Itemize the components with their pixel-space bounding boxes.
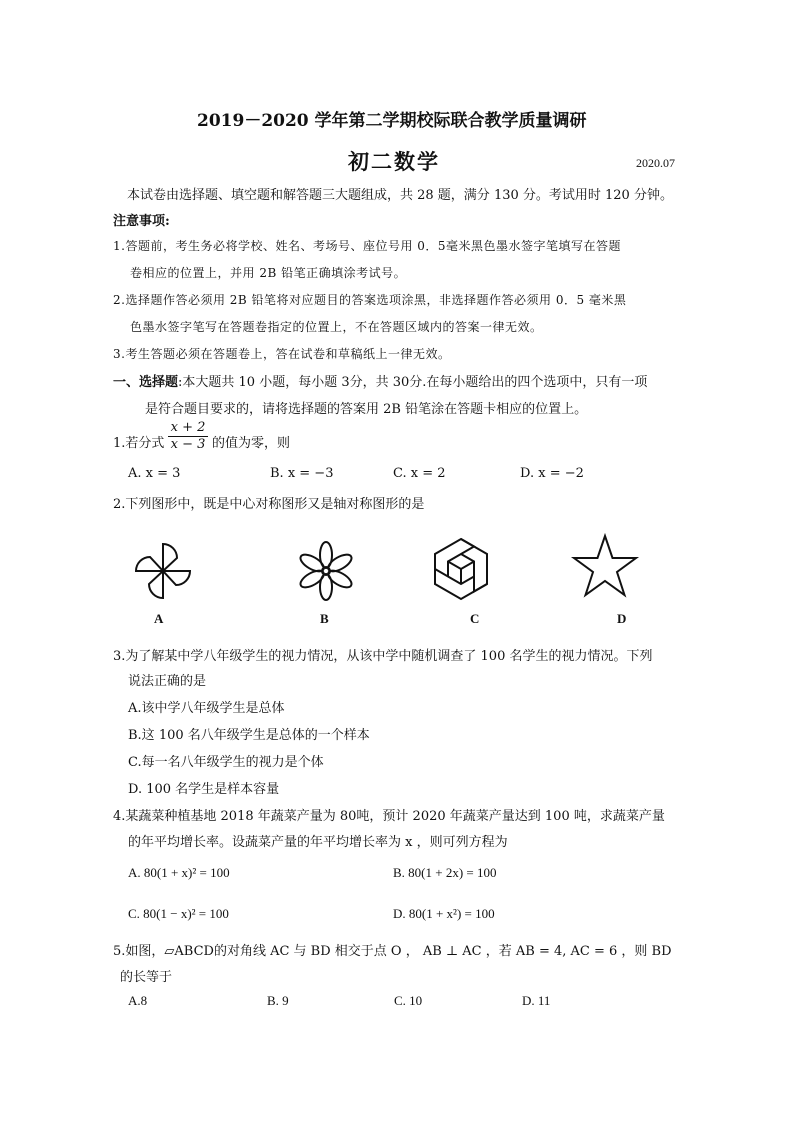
- q1-denominator: x − 3: [170, 437, 206, 452]
- figure-label-c: C: [470, 611, 480, 626]
- q5-option-a[interactable]: A.8: [128, 993, 148, 1008]
- note-3: 3.考生答题必须在答题卷上，答在试卷和草稿纸上一律无效。: [113, 347, 451, 361]
- figure-label-d: D: [617, 611, 627, 626]
- q3-option-c[interactable]: C.每一名八年级学生的视力是个体: [128, 755, 324, 770]
- figure-label-b: B: [320, 611, 329, 626]
- q1-fraction: [168, 420, 208, 453]
- figure-label-a: A: [154, 611, 164, 626]
- q1-option-c[interactable]: C. x = 2: [393, 466, 446, 481]
- exam-date: 2020.07: [636, 156, 675, 170]
- q5-option-d[interactable]: D. 11: [522, 993, 551, 1008]
- q1-option-a[interactable]: A. x = 3: [128, 466, 181, 481]
- note-2-line-1: 2.选择题作答必须用 2B 铅笔将对应题目的答案选项涂黑，非选择题作答必须用 0．5 毫米黑: [113, 293, 627, 307]
- q3-option-a[interactable]: A.该中学八年级学生是总体: [128, 701, 285, 716]
- pinwheel-figure-a: [130, 538, 196, 604]
- q3-option-b[interactable]: B.这 100 名八年级学生是总体的一个样本: [128, 728, 370, 743]
- q4-option-d[interactable]: D. 80(1 + x²) = 100: [393, 906, 495, 921]
- q1-option-b[interactable]: B. x = −3: [270, 466, 334, 481]
- q1-suffix: 的值为零，则: [212, 436, 291, 451]
- q4-line-2: 的年平均增长率。设蔬菜产量的年平均增长率为 x ，则可列方程为: [128, 835, 508, 850]
- hexagon-arrows-figure-c: [428, 536, 494, 602]
- q3-line-2: 说法正确的是: [128, 674, 207, 689]
- q5-line-2: 的长等于: [120, 970, 173, 985]
- exam-intro: 本试卷由选择题、填空题和解答题三大题组成，共 28 题，满分 130 分。考试用时 120 分钟。: [127, 188, 673, 203]
- q1-prefix: 1.若分式: [113, 436, 165, 451]
- section-1-label: 一、选择题: [113, 375, 179, 390]
- q5-option-c[interactable]: C. 10: [394, 993, 423, 1008]
- q1-numerator: x + 2: [170, 420, 206, 435]
- flower-figure-b: [293, 538, 359, 604]
- section-1-instructions: :本大题共 10 小题，每小题 3分，共 30分.在每小题给出的四个选项中，只有一项: [178, 375, 648, 390]
- note-2-line-2: 色墨水签字笔写在答题卷指定的位置上，不在答题区域内的答案一律无效。: [130, 320, 543, 334]
- subject-title: 初二数学: [348, 149, 440, 174]
- q4-option-c[interactable]: C. 80(1 − x)² = 100: [128, 906, 229, 921]
- q2-stem: 2.下列图形中，既是中心对称图形又是轴对称图形的是: [113, 497, 425, 512]
- q5-option-b[interactable]: B. 9: [267, 993, 289, 1008]
- notes-heading: 注意事项:: [113, 214, 170, 229]
- q1-option-d[interactable]: D. x = −2: [520, 466, 584, 481]
- note-1-line-2: 卷相应的位置上，并用 2B 铅笔正确填涂考试号。: [130, 266, 407, 280]
- q4-line-1: 4.某蔬菜种植基地 2018 年蔬菜产量为 80吨，预计 2020 年蔬菜产量达到 100 吨，求蔬菜产量: [113, 809, 665, 824]
- section-1-line-2: 是符合题目要求的，请将选择题的答案用 2B 铅笔涂在答题卡相应的位置上。: [145, 402, 588, 417]
- q3-line-1: 3.为了解某中学八年级学生的视力情况，从该中学中随机调查了 100 名学生的视力情况。下列: [113, 649, 653, 664]
- q4-option-b[interactable]: B. 80(1 + 2x) = 100: [393, 865, 497, 880]
- note-1-line-1: 1.答题前，考生务必将学校、姓名、考场号、座位号用 0．5毫米黑色墨水签字笔填写在答题: [113, 239, 622, 253]
- q4-option-a[interactable]: A. 80(1 + x)² = 100: [128, 865, 230, 880]
- q5-line-1: 5.如图，▱ABCD的对角线 AC 与 BD 相交于点 O ， AB ⊥ AC ，若 AB = 4, AC = 6 ，则 BD: [113, 944, 672, 959]
- section-1-line-1: [113, 371, 647, 390]
- star-figure-d: [570, 533, 640, 601]
- q3-option-d[interactable]: D. 100 名学生是样本容量: [128, 782, 280, 797]
- exam-title: 2019－2020 学年第二学期校际联合教学质量调研: [197, 111, 587, 131]
